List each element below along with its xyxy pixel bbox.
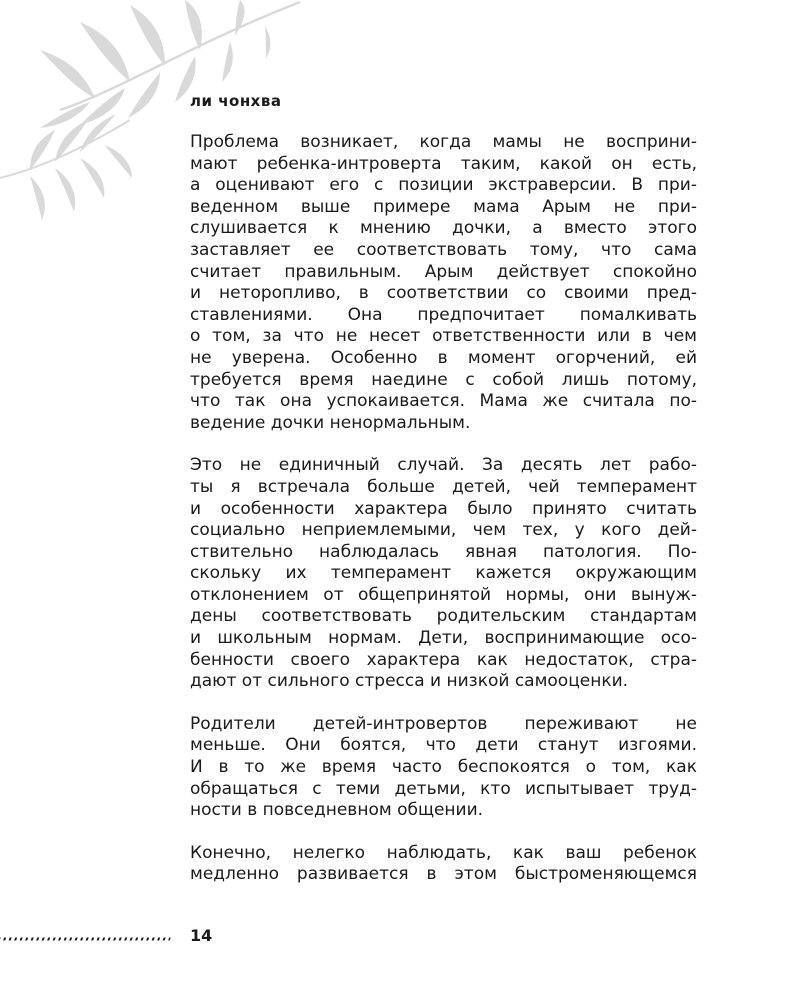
text-line: ствительно наблюдалась явная патология. По- — [190, 541, 697, 562]
text-line: ведение дочки ненормальным. — [190, 412, 471, 433]
text-line: слушивается к мнению дочки, а вместо этого — [190, 218, 697, 239]
paragraph-2 — [190, 455, 697, 693]
text-line: социально неприемлемыми, чем тех, у кого дей- — [190, 520, 697, 541]
text-line: считает правильным. Арым действует спокойно — [190, 261, 697, 282]
text-line: заставляет ее соответствовать тому, что сама — [190, 239, 697, 260]
text-line: мают ребенка-интроверта таким, какой он есть, — [190, 153, 697, 174]
text-line: Конечно, нелегко наблюдать, как ваш ребенок — [190, 842, 697, 863]
text-line: и школьным нормам. Дети, воспринимающие осо- — [190, 628, 697, 649]
author-header: ли чонхва — [190, 92, 282, 110]
text-line: бенности своего характера как недостаток, стра- — [190, 649, 697, 670]
text-line: и особенности характера было принято считать — [190, 498, 697, 519]
text-line: требуется время наедине с собой лишь потому, — [190, 369, 697, 390]
text-line: о том, за что не несет ответственности или в чем — [190, 326, 697, 347]
text-line: И в то же время часто беспокоятся о том, как — [190, 757, 697, 778]
text-line: скольку их темперамент кажется окружающим — [190, 563, 697, 584]
text-line: меньше. Они боятся, что дети станут изгоями. — [190, 735, 697, 756]
paragraph-3 — [190, 714, 697, 822]
text-line: обращаться с теми детьми, кто испытывает труд- — [190, 778, 697, 799]
dotted-rule-icon — [0, 934, 172, 944]
text-line: веденном выше примере мама Арым не при- — [190, 196, 697, 217]
text-line: медленно развивается в этом быстроменяющемся — [190, 864, 697, 885]
text-line: и неторопливо, в соответствии со своими пред- — [190, 283, 697, 304]
page-number: 14 — [190, 926, 213, 945]
paragraph-4 — [190, 843, 697, 886]
text-line: Это не единичный случай. За десять лет рабо- — [190, 455, 697, 476]
text-line: дают от сильного стресса и низкой самооценки. — [190, 671, 629, 692]
text-line: Родители детей-интровертов переживают не — [190, 713, 697, 734]
text-line: что так она успокаивается. Мама же считала по- — [190, 391, 697, 412]
body-text — [190, 132, 697, 907]
text-line: ты я встречала больше детей, чей темперамент — [190, 476, 697, 497]
text-line: Проблема возникает, когда мамы не восприни- — [190, 132, 697, 152]
text-line: ности в повседневном общении. — [190, 800, 484, 821]
text-line: отклонением от общепринятой нормы, они вынуж- — [190, 584, 697, 605]
text-line: а оценивают его с позиции экстраверсии. В при- — [190, 175, 697, 196]
text-line: ставлениями. Она предпочитает помалкивать — [190, 304, 697, 325]
paragraph-1 — [190, 132, 697, 434]
text-line: дены соответствовать родительским стандартам — [190, 606, 697, 627]
text-line: не уверена. Особенно в момент огорчений, ей — [190, 347, 697, 368]
